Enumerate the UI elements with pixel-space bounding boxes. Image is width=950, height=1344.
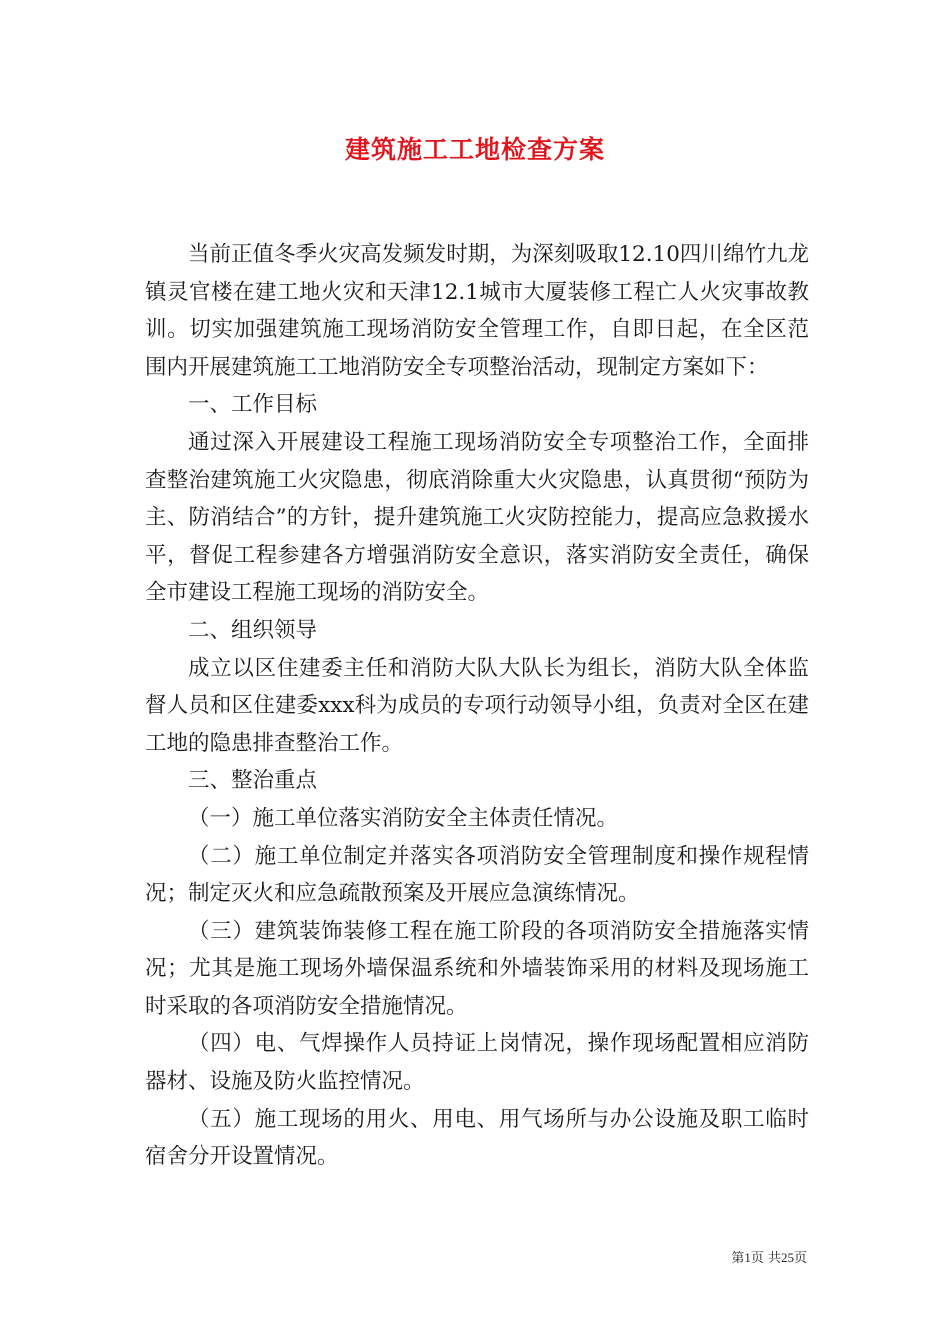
section-heading-goals: 一、工作目标 — [188, 392, 318, 418]
focus-item-4: （四）电、气焊操作人员持证上岗情况，操作现场配置相应消防器材、设施及防火监控情况。 — [145, 1031, 809, 1095]
paragraph-goals: 通过深入开展建设工程施工现场消防安全专项整治工作，全面排查整治建筑施工火灾隐患，彻底消除重大火灾隐患，认真贯彻“预防为主、防消结合”的方针，提升建筑施工火灾防控能力，提高应急救援水平，督促工程参建各方增强消防安全意识，落实消防安全责任，确保全市建设工程施工现场的消防安全。 — [145, 429, 809, 606]
document-title: 建筑施工工地检查方案 — [344, 135, 605, 164]
page-number-footer — [731, 1247, 807, 1266]
footer-suffix: 页 — [793, 1251, 807, 1266]
footer-middle: 页 共 — [750, 1251, 781, 1266]
footer-current-page: 1 — [744, 1250, 751, 1265]
paragraph-intro: 当前正值冬季火灾高发频发时期，为深刻吸取12.10四川绵竹九龙镇灵官楼在建工地火灾和天津12.1城市大厦装修工程亡人火灾事故教训。切实加强建筑施工现场消防安全管理工作，自即日起，在全区范围内开展建筑施工工地消防安全专项整治活动，现制定方案如下： — [145, 242, 809, 380]
focus-item-2: （二）施工单位制定并落实各项消防安全管理制度和操作规程情况；制定灭火和应急疏散预案及开展应急演练情况。 — [145, 843, 809, 907]
footer-prefix: 第 — [731, 1251, 745, 1266]
section-heading-organization: 二、组织领导 — [188, 617, 318, 643]
section-heading-focus: 三、整治重点 — [188, 768, 318, 794]
paragraph-organization: 成立以区住建委主任和消防大队大队长为组长，消防大队全体监督人员和区住建委xxx科为成员的专项行动领导小组，负责对全区在建工地的隐患排查整治工作。 — [145, 655, 809, 756]
document-body — [145, 236, 809, 1176]
focus-item-3: （三）建筑装饰装修工程在施工阶段的各项消防安全措施落实情况；尤其是施工现场外墙保温系统和外墙装饰采用的材料及现场施工时采取的各项消防安全措施情况。 — [145, 918, 809, 1019]
focus-item-1: （一）施工单位落实消防安全主体责任情况。 — [188, 805, 619, 831]
focus-item-5: （五）施工现场的用火、用电、用气场所与办公设施及职工临时宿舍分开设置情况。 — [145, 1106, 809, 1170]
footer-total-pages: 25 — [780, 1250, 794, 1265]
